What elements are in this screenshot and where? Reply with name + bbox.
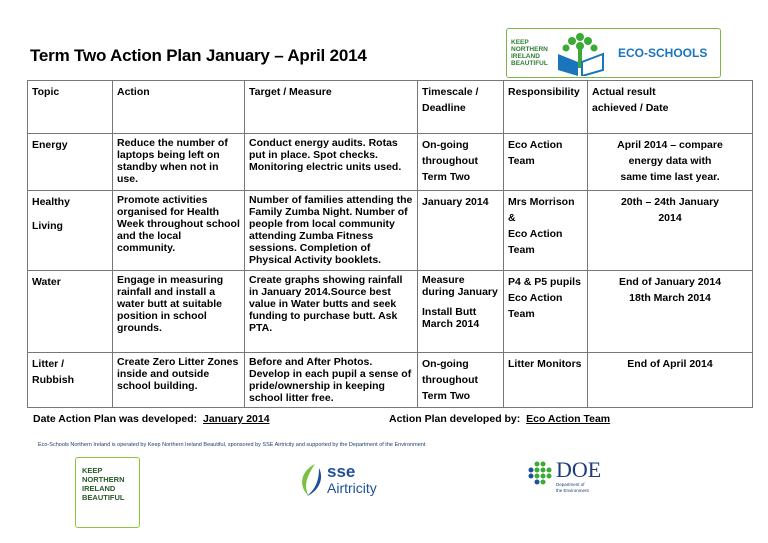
header-result-line2: achieved / Date — [592, 102, 669, 114]
responsibility-cell-line: Eco Action — [508, 139, 563, 151]
page-title: Term Two Action Plan January – April 2014 — [30, 46, 367, 65]
timescale-cell-line: Install Butt March 2014 — [422, 306, 480, 330]
result-cell-line: 2014 — [658, 212, 682, 224]
date-value: January 2014 — [203, 413, 270, 425]
action-cell: Create Zero Litter Zones inside and outside school building. — [113, 353, 245, 408]
action-cell: Reduce the number of laptops being left on standby when not in use. — [113, 134, 245, 191]
header-result-line1: Actual result — [592, 86, 656, 98]
sponsor-logos — [27, 457, 752, 532]
result-cell — [588, 353, 753, 408]
header-target: Target / Measure — [245, 81, 418, 134]
responsibility-cell-line: Eco Action — [508, 292, 563, 304]
sse-text: sse — [327, 462, 356, 481]
timescale-cell-line: Measure during January — [422, 274, 498, 298]
result-cell-line: 20th – 24th January — [620, 196, 720, 208]
kni-logo: KEEP NORTHERN IRELAND BEAUTIFUL — [75, 457, 140, 528]
by-label: Action Plan developed by: — [389, 413, 521, 425]
timescale-cell-line: On-going — [422, 139, 469, 151]
timescale-cell-line: Term Two — [422, 171, 471, 183]
timescale-cell — [418, 191, 504, 271]
timescale-cell-line: January 2014 — [422, 196, 489, 208]
doe-logo — [527, 458, 601, 494]
timescale-cell-line: throughout — [422, 374, 478, 386]
result-cell-line: energy data with — [628, 155, 712, 167]
eco-schools-logo — [506, 28, 721, 78]
header-timescale-line1: Timescale / — [422, 86, 479, 98]
timescale-cell-line: throughout — [422, 155, 478, 167]
result-cell — [588, 134, 753, 191]
topic-cell-line: Water — [32, 276, 61, 288]
sse-swirl-icon — [295, 462, 323, 498]
document-body — [27, 80, 752, 532]
timescale-cell — [418, 271, 504, 353]
topic-cell — [28, 191, 113, 271]
header-timescale-line2: Deadline — [422, 102, 466, 114]
action-cell: Promote activities organised for Health Week throughout school and the local community. — [113, 191, 245, 271]
responsibility-cell-line: P4 & P5 pupils — [508, 276, 581, 288]
header-result — [588, 81, 753, 134]
topic-cell-line: Energy — [32, 139, 68, 151]
header-action: Action — [113, 81, 245, 134]
topic-cell-line: Litter / Rubbish — [32, 358, 74, 386]
responsibility-cell-line: Litter Monitors — [508, 358, 582, 370]
topic-cell — [28, 353, 113, 408]
sponsor-text: Eco-Schools Northern Ireland is operated by Keep Northern Ireland Beautiful, sponsored by SSE Airtricity and supported by the Department of the Environment — [38, 442, 426, 448]
responsibility-cell-line: Team — [508, 308, 535, 320]
header-responsibility: Responsibility — [504, 81, 588, 134]
target-cell: Conduct energy audits. Rotas put in place. Spot checks. Monitoring electric units used. — [245, 134, 418, 191]
timescale-cell — [418, 134, 504, 191]
table-row — [28, 271, 753, 353]
timescale-cell-line: On-going — [422, 358, 469, 370]
topic-cell — [28, 134, 113, 191]
target-cell: Number of families attending the Family Zumba Night. Number of people from local community attending Zumba Fitness sessions. Completion of Physical Activity booklets. — [245, 191, 418, 271]
table-row — [28, 191, 753, 271]
doe-sub-text: Department of the Environment — [556, 482, 589, 493]
result-cell — [588, 191, 753, 271]
doe-text: DOE — [556, 457, 602, 482]
responsibility-cell-line: Mrs Morrison & — [508, 196, 575, 224]
header-topic: Topic — [28, 81, 113, 134]
target-cell: Create graphs showing rainfall in January 2014.Source best value in Water butts and seek funding to purchase butt. Ask PTA. — [245, 271, 418, 353]
result-cell-line: 18th March 2014 — [629, 292, 711, 304]
result-cell-line: April 2014 – compare — [617, 139, 723, 151]
responsibility-cell-line: Eco Action — [508, 228, 563, 240]
result-cell-line: same time last year. — [620, 171, 720, 183]
topic-cell — [28, 271, 113, 353]
sse-airtricity-logo — [295, 462, 377, 498]
date-developed — [33, 413, 389, 426]
table-header-row — [28, 81, 753, 134]
airtricity-text: Airtricity — [327, 480, 377, 496]
developed-by — [389, 413, 610, 426]
footer-line — [27, 413, 752, 426]
result-cell — [588, 271, 753, 353]
responsibility-cell — [504, 271, 588, 353]
result-cell-line: End of April 2014 — [627, 358, 713, 370]
logo-kni-text: KEEP NORTHERN IRELAND BEAUTIFUL — [511, 39, 548, 67]
target-cell: Before and After Photos. Develop in each pupil a sense of pride/ownership in keeping school litter free. — [245, 353, 418, 408]
doe-dots-icon — [527, 458, 553, 488]
logo-eco-schools-text: ECO-SCHOOLS — [618, 46, 708, 60]
table-row — [28, 353, 753, 408]
timescale-cell — [418, 353, 504, 408]
result-cell-line: End of January 2014 — [618, 276, 722, 288]
topic-cell-line: Living — [32, 220, 63, 232]
responsibility-cell — [504, 134, 588, 191]
date-label: Date Action Plan was developed: — [33, 413, 198, 425]
action-cell: Engage in measuring rainfall and install a water butt at suitable position in school grounds. — [113, 271, 245, 353]
responsibility-cell — [504, 353, 588, 408]
responsibility-cell-line: Team — [508, 244, 535, 256]
timescale-cell-line: Term Two — [422, 390, 471, 402]
by-value: Eco Action Team — [526, 413, 611, 425]
tree-book-icon — [553, 30, 608, 76]
responsibility-cell — [504, 191, 588, 271]
header-timescale — [418, 81, 504, 134]
action-plan-table — [27, 80, 753, 408]
table-row — [28, 134, 753, 191]
responsibility-cell-line: Team — [508, 155, 535, 167]
topic-cell-line: Healthy — [32, 196, 70, 208]
